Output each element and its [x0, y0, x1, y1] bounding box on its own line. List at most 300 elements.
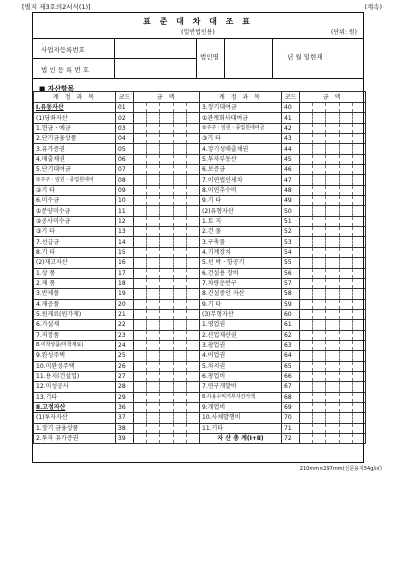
amount-digit-segment: [339, 175, 352, 184]
amount-digit-segment: [173, 134, 186, 143]
left-amount-field[interactable]: [134, 165, 200, 175]
amount-digit-segment: [300, 300, 312, 309]
right-amount-field[interactable]: [300, 123, 366, 133]
right-amount-field[interactable]: [300, 154, 366, 164]
left-amount-field[interactable]: [134, 196, 200, 206]
amount-digit-segment: [134, 217, 146, 226]
right-account-code: 71: [282, 423, 300, 433]
amount-digit-segment: [300, 413, 312, 422]
amount-digit-segment: [134, 382, 146, 391]
left-amount-field[interactable]: [134, 278, 200, 288]
title-box: [33, 13, 363, 39]
right-account-name: 2.건 물: [200, 227, 282, 237]
right-amount-field[interactable]: [300, 361, 366, 371]
right-account-code: 68: [282, 392, 300, 402]
amount-digit-segment: [339, 403, 352, 412]
amount-digit-segment: [300, 113, 312, 122]
right-account-code: 41: [282, 113, 300, 123]
business-number-field[interactable]: [115, 39, 197, 59]
left-amount-field[interactable]: [134, 123, 200, 133]
amount-digit-segment: [159, 300, 172, 309]
amount-digit-segment: [186, 320, 199, 329]
right-account-name: 4.기계장치: [200, 247, 282, 257]
amount-digit-segment: [325, 206, 338, 215]
amount-digit-segment: [159, 155, 172, 164]
right-amount-field[interactable]: [300, 206, 366, 216]
left-amount-field[interactable]: [134, 227, 200, 237]
table-row: [34, 237, 366, 247]
right-account-code: 49: [282, 196, 300, 206]
amount-digit-segment: [300, 103, 312, 112]
amount-digit-segment: [325, 310, 338, 319]
amount-digit-segment: [159, 434, 172, 443]
right-amount-field[interactable]: [300, 113, 366, 123]
amount-digit-segment: [186, 341, 199, 350]
amount-digit-segment: [352, 424, 365, 433]
left-account-code: 38: [116, 423, 134, 433]
amount-digit-segment: [312, 155, 325, 164]
left-account-code: 17: [116, 268, 134, 278]
amount-digit-segment: [300, 124, 312, 133]
left-amount-field[interactable]: [134, 175, 200, 185]
left-amount-field[interactable]: [134, 361, 200, 371]
table-row: [34, 185, 366, 195]
left-account-name: 12.미성공사: [34, 382, 116, 392]
right-amount-field[interactable]: [300, 278, 366, 288]
amount-digit-segment: [312, 144, 325, 153]
left-account-name: 9.완성주택: [34, 351, 116, 361]
amount-digit-segment: [325, 279, 338, 288]
amount-digit-segment: [186, 248, 199, 257]
amount-digit-segment: [134, 155, 146, 164]
amount-digit-segment: [146, 269, 159, 278]
left-amount-field[interactable]: [134, 247, 200, 257]
right-code-header: 코드: [282, 92, 300, 103]
amount-digit-segment: [146, 434, 159, 443]
amount-digit-segment: [173, 341, 186, 350]
left-account-name: 2.단기금융상품: [34, 134, 116, 144]
amount-digit-segment: [173, 248, 186, 257]
reference-date-label: 년 월 일현재: [287, 53, 323, 61]
corp-number-field[interactable]: [115, 59, 197, 79]
amount-digit-segment: [134, 351, 146, 360]
right-amount-field[interactable]: [300, 351, 366, 361]
left-account-code: 25: [116, 351, 134, 361]
table-row: [34, 227, 366, 237]
left-amount-field[interactable]: [134, 134, 200, 144]
left-account-code: 09: [116, 185, 134, 195]
amount-digit-segment: [186, 237, 199, 246]
amount-digit-segment: [312, 206, 325, 215]
right-amount-field[interactable]: [300, 299, 366, 309]
amount-digit-segment: [325, 155, 338, 164]
right-account-code: 48: [282, 185, 300, 195]
amount-digit-segment: [173, 175, 186, 184]
right-amount-field[interactable]: [300, 134, 366, 144]
amount-digit-segment: [173, 403, 186, 412]
amount-digit-segment: [173, 269, 186, 278]
amount-digit-segment: [312, 134, 325, 143]
amount-digit-segment: [352, 289, 365, 298]
left-account-code: 12: [116, 216, 134, 226]
table-row: [34, 216, 366, 226]
right-amount-field[interactable]: [300, 196, 366, 206]
right-account-code: 64: [282, 351, 300, 361]
amount-digit-segment: [146, 300, 159, 309]
amount-digit-segment: [312, 372, 325, 381]
left-amount-field[interactable]: [134, 392, 200, 402]
amount-digit-segment: [300, 331, 312, 340]
right-amount-field[interactable]: [300, 402, 366, 412]
right-amount-field[interactable]: [300, 103, 366, 113]
right-amount-field[interactable]: [300, 165, 366, 175]
right-amount-field[interactable]: [300, 434, 366, 444]
amount-digit-segment: [325, 227, 338, 236]
right-amount-field[interactable]: [300, 413, 366, 423]
amount-digit-segment: [325, 341, 338, 350]
table-row: [34, 299, 366, 309]
right-amount-field[interactable]: [300, 216, 366, 226]
left-account-code: 14: [116, 237, 134, 247]
amount-digit-segment: [352, 310, 365, 319]
left-amount-field[interactable]: [134, 309, 200, 319]
amount-digit-segment: [312, 289, 325, 298]
table-row: [34, 144, 366, 154]
corp-name-label: 법인명: [197, 39, 225, 79]
right-amount-field[interactable]: [300, 371, 366, 381]
amount-digit-segment: [159, 217, 172, 226]
amount-digit-segment: [134, 113, 146, 122]
amount-digit-segment: [300, 382, 312, 391]
left-account-name: 6.미수금: [34, 196, 116, 206]
amount-digit-segment: [173, 196, 186, 205]
amount-digit-segment: [312, 424, 325, 433]
amount-digit-segment: [339, 424, 352, 433]
right-account-code: 62: [282, 330, 300, 340]
amount-digit-segment: [352, 103, 365, 112]
left-account-name: Ⅰ.유동자산: [34, 103, 116, 113]
amount-digit-segment: [352, 403, 365, 412]
amount-digit-segment: [159, 331, 172, 340]
amount-digit-segment: [325, 382, 338, 391]
amount-digit-segment: [173, 113, 186, 122]
right-account-code: 52: [282, 227, 300, 237]
left-amount-field[interactable]: [134, 289, 200, 299]
right-amount-field[interactable]: [300, 175, 366, 185]
amount-digit-segment: [134, 331, 146, 340]
amount-digit-segment: [312, 413, 325, 422]
right-amount-field[interactable]: [300, 144, 366, 154]
left-amount-field[interactable]: [134, 216, 200, 226]
left-account-name: (2)재고자산: [34, 258, 116, 268]
amount-digit-segment: [352, 393, 365, 402]
left-amount-field[interactable]: [134, 103, 200, 113]
left-account-code: 19: [116, 289, 134, 299]
table-row: [34, 123, 366, 133]
right-amount-field[interactable]: [300, 258, 366, 268]
left-amount-field[interactable]: [134, 258, 200, 268]
right-account-name: 4.어업권: [200, 351, 282, 361]
amount-digit-segment: [159, 186, 172, 195]
amount-digit-segment: [352, 362, 365, 371]
right-account-name: (2)유형자산: [200, 206, 282, 216]
amount-digit-segment: [352, 382, 365, 391]
left-amount-field[interactable]: [134, 434, 200, 444]
amount-digit-segment: [159, 341, 172, 350]
right-account-name: 2.산업재산권: [200, 330, 282, 340]
amount-digit-segment: [173, 227, 186, 236]
left-amount-field[interactable]: [134, 113, 200, 123]
left-amount-field[interactable]: [134, 185, 200, 195]
left-amount-field[interactable]: [134, 206, 200, 216]
amount-digit-segment: [173, 434, 186, 443]
amount-digit-segment: [339, 103, 352, 112]
amount-digit-segment: [159, 362, 172, 371]
left-account-code: 10: [116, 196, 134, 206]
amount-digit-segment: [352, 258, 365, 267]
right-amount-field[interactable]: [300, 268, 366, 278]
left-account-code: 06: [116, 154, 134, 164]
right-account-name: 자 산 총 계(Ⅰ+Ⅱ): [200, 434, 282, 444]
right-amount-field[interactable]: [300, 392, 366, 402]
right-amount-field[interactable]: [300, 289, 366, 299]
amount-digit-segment: [173, 237, 186, 246]
corp-name-field[interactable]: [225, 39, 273, 79]
left-account-code: 37: [116, 413, 134, 423]
amount-digit-segment: [134, 289, 146, 298]
paper-size-note: 210mm×297mm(신문용지54g/㎡): [299, 466, 382, 472]
left-amount-field[interactable]: [134, 413, 200, 423]
left-amount-field[interactable]: [134, 340, 200, 350]
right-amount-field[interactable]: [300, 185, 366, 195]
amount-digit-segment: [352, 341, 365, 350]
amount-digit-segment: [173, 320, 186, 329]
document-subtitle: (일반법인용): [181, 29, 215, 36]
right-account-code: 66: [282, 371, 300, 381]
left-account-header: 계 정 과 목: [34, 92, 116, 103]
right-account-code: 42: [282, 123, 300, 133]
right-account-code: 40: [282, 103, 300, 113]
amount-digit-segment: [134, 300, 146, 309]
amount-digit-segment: [352, 248, 365, 257]
amount-digit-segment: [186, 227, 199, 236]
amount-digit-segment: [134, 279, 146, 288]
left-amount-field[interactable]: [134, 402, 200, 412]
amount-digit-segment: [186, 134, 199, 143]
amount-digit-segment: [300, 155, 312, 164]
left-amount-field[interactable]: [134, 237, 200, 247]
amount-digit-segment: [134, 103, 146, 112]
left-account-code: 27: [116, 371, 134, 381]
right-amount-field[interactable]: [300, 382, 366, 392]
amount-digit-segment: [300, 434, 312, 443]
amount-digit-segment: [186, 382, 199, 391]
right-amount-field[interactable]: [300, 309, 366, 319]
amount-digit-segment: [134, 320, 146, 329]
right-amount-field[interactable]: [300, 330, 366, 340]
amount-digit-segment: [352, 331, 365, 340]
amount-digit-segment: [325, 393, 338, 402]
amount-digit-segment: [312, 217, 325, 226]
amount-digit-segment: [325, 372, 338, 381]
amount-digit-segment: [173, 165, 186, 174]
amount-digit-segment: [186, 258, 199, 267]
right-amount-field[interactable]: [300, 227, 366, 237]
left-account-name: 13.기타: [34, 392, 116, 402]
amount-digit-segment: [146, 341, 159, 350]
amount-digit-segment: [352, 134, 365, 143]
amount-digit-segment: [325, 113, 338, 122]
balance-sheet-form: [32, 12, 364, 463]
right-amount-field[interactable]: [300, 340, 366, 350]
table-row: [34, 206, 366, 216]
left-account-code: 11: [116, 206, 134, 216]
amount-digit-segment: [159, 248, 172, 257]
amount-digit-segment: [300, 372, 312, 381]
amount-digit-segment: [146, 103, 159, 112]
amount-digit-segment: [186, 300, 199, 309]
amount-digit-segment: [146, 413, 159, 422]
left-amount-field[interactable]: [134, 299, 200, 309]
left-amount-header: 금 액: [134, 92, 200, 103]
amount-digit-segment: [186, 155, 199, 164]
left-amount-field[interactable]: [134, 320, 200, 330]
right-account-name: ①관계회사대여금: [200, 113, 282, 123]
amount-digit-segment: [352, 196, 365, 205]
right-amount-field[interactable]: [300, 247, 366, 257]
right-account-name: ②주주ㆍ임원ㆍ종업원대여금: [200, 123, 282, 133]
right-account-name: 1.토 지: [200, 216, 282, 226]
business-number-label: 사업자등록번호: [33, 39, 115, 59]
amount-digit-segment: [146, 175, 159, 184]
right-amount-field[interactable]: [300, 237, 366, 247]
left-account-name: 4.매출채권: [34, 154, 116, 164]
right-account-name: 9.개업비: [200, 402, 282, 412]
left-account-code: 36: [116, 402, 134, 412]
left-amount-field[interactable]: [134, 144, 200, 154]
amount-digit-segment: [159, 206, 172, 215]
left-amount-field[interactable]: [134, 423, 200, 433]
amount-digit-segment: [300, 206, 312, 215]
right-account-code: 43: [282, 134, 300, 144]
amount-digit-segment: [325, 289, 338, 298]
amount-digit-segment: [186, 196, 199, 205]
amount-digit-segment: [159, 269, 172, 278]
right-account-name: 10.사채발행비: [200, 413, 282, 423]
left-amount-field[interactable]: [134, 351, 200, 361]
amount-digit-segment: [325, 362, 338, 371]
right-account-header: 계 정 과 목: [200, 92, 282, 103]
amount-digit-segment: [146, 382, 159, 391]
amount-digit-segment: [173, 351, 186, 360]
left-amount-field[interactable]: [134, 268, 200, 278]
amount-digit-segment: [300, 248, 312, 257]
amount-digit-segment: [325, 413, 338, 422]
left-account-code: 21: [116, 309, 134, 319]
amount-digit-segment: [159, 403, 172, 412]
amount-digit-segment: [186, 289, 199, 298]
amount-digit-segment: [300, 289, 312, 298]
amount-digit-segment: [312, 248, 325, 257]
amount-digit-segment: [173, 289, 186, 298]
amount-digit-segment: [325, 351, 338, 360]
left-account-name: 8.기 타: [34, 247, 116, 257]
left-amount-field[interactable]: [134, 330, 200, 340]
left-amount-field[interactable]: [134, 371, 200, 381]
amount-digit-segment: [134, 237, 146, 246]
amount-digit-segment: [339, 279, 352, 288]
right-account-name: 4.장기성매출채권: [200, 144, 282, 154]
amount-digit-segment: [300, 362, 312, 371]
right-account-code: 65: [282, 361, 300, 371]
left-account-code: 08: [116, 175, 134, 185]
left-account-code: 18: [116, 278, 134, 288]
amount-digit-segment: [339, 351, 352, 360]
right-account-code: 51: [282, 216, 300, 226]
amount-digit-segment: [312, 103, 325, 112]
amount-digit-segment: [325, 175, 338, 184]
left-account-name: 4.재공품: [34, 299, 116, 309]
amount-digit-segment: [312, 320, 325, 329]
left-amount-field[interactable]: [134, 382, 200, 392]
table-row: [34, 351, 366, 361]
right-account-code: 53: [282, 237, 300, 247]
right-account-name: 6.창업비: [200, 371, 282, 381]
amount-digit-segment: [339, 300, 352, 309]
amount-digit-segment: [339, 186, 352, 195]
right-amount-field[interactable]: [300, 423, 366, 433]
amount-digit-segment: [312, 434, 325, 443]
left-account-code: 16: [116, 258, 134, 268]
left-account-name: ①주주ㆍ임원ㆍ종업원대여: [34, 175, 116, 185]
right-account-name: 6.보증금: [200, 165, 282, 175]
table-row: [34, 165, 366, 175]
amount-digit-segment: [339, 310, 352, 319]
amount-digit-segment: [339, 217, 352, 226]
amount-digit-segment: [300, 403, 312, 412]
amount-digit-segment: [173, 217, 186, 226]
amount-digit-segment: [300, 175, 312, 184]
right-account-name: 5.차지권: [200, 361, 282, 371]
amount-digit-segment: [146, 424, 159, 433]
amount-digit-segment: [159, 165, 172, 174]
right-account-name: 11.기타: [200, 423, 282, 433]
amount-digit-segment: [300, 196, 312, 205]
amount-digit-segment: [173, 103, 186, 112]
right-account-name: 3.장기대여금: [200, 103, 282, 113]
left-account-code: 13: [116, 227, 134, 237]
amount-digit-segment: [325, 320, 338, 329]
amount-digit-segment: [352, 320, 365, 329]
amount-digit-segment: [134, 424, 146, 433]
amount-digit-segment: [186, 124, 199, 133]
amount-digit-segment: [300, 165, 312, 174]
right-account-name: 3.구축물: [200, 237, 282, 247]
right-amount-field[interactable]: [300, 320, 366, 330]
amount-digit-segment: [339, 372, 352, 381]
amount-digit-segment: [173, 413, 186, 422]
left-account-code: 02: [116, 113, 134, 123]
amount-digit-segment: [173, 331, 186, 340]
amount-digit-segment: [186, 351, 199, 360]
amount-digit-segment: [300, 279, 312, 288]
corp-number-label: 법 인 등 록 번 호: [33, 59, 115, 79]
right-account-name: 6.건설용 장비: [200, 268, 282, 278]
left-amount-field[interactable]: [134, 154, 200, 164]
amount-digit-segment: [173, 372, 186, 381]
right-account-code: 72: [282, 434, 300, 444]
amount-digit-segment: [312, 258, 325, 267]
